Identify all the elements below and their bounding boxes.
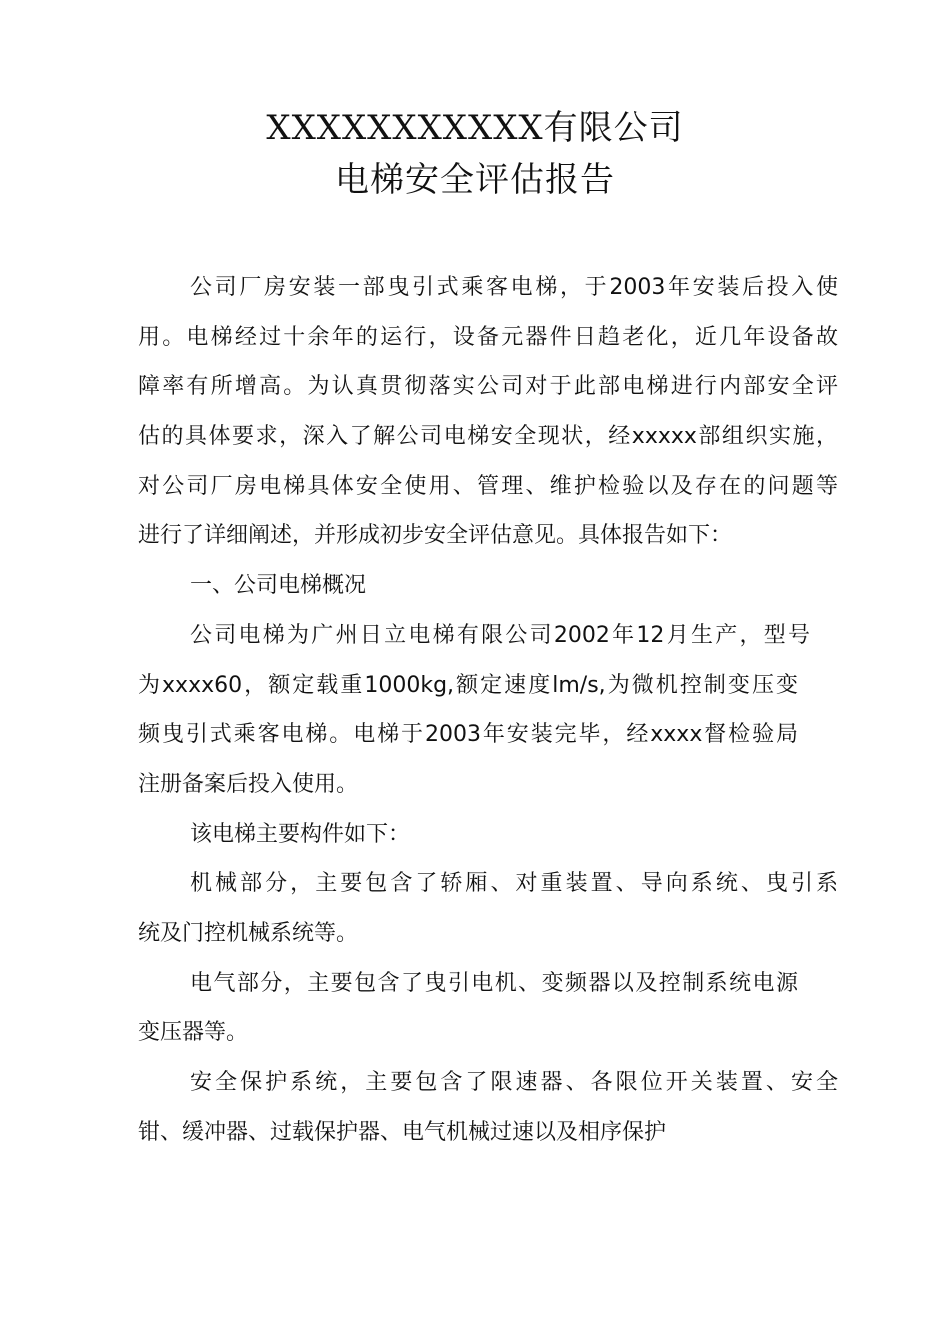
body-line: 用。电梯经过十余年的运行，设备元器件日趋老化，近几年设备故 bbox=[138, 324, 838, 350]
document-title-report: 电梯安全评估报告 bbox=[335, 160, 615, 200]
body-line: 进行了详细阐述，并形成初步安全评估意见。具体报告如下： bbox=[138, 523, 733, 549]
body-line: 公司电梯为广州日立电梯有限公司2002年12月生产，型号 bbox=[190, 622, 810, 648]
document-title-company: XXXXXXXXXXX有限公司 bbox=[266, 108, 684, 148]
body-line: 钳、缓冲器、过载保护器、电气机械过速以及相序保护 bbox=[138, 1119, 667, 1145]
body-line: 安全保护系统，主要包含了限速器、各限位开关装置、安全 bbox=[190, 1070, 838, 1095]
document-body bbox=[138, 263, 838, 1157]
body-line: 频曳引式乘客电梯。电梯于2003年安装完毕，经xxxx督检验局 bbox=[138, 722, 798, 748]
body-line: 公司厂房安装一部曳引式乘客电梯，于2003年安装后投入使 bbox=[190, 275, 838, 300]
section-heading: 一、公司电梯概况 bbox=[190, 573, 367, 599]
body-line: 电气部分，主要包含了曳引电机、变频器以及控制系统电源 bbox=[190, 970, 798, 996]
body-line: 机械部分，主要包含了轿厢、对重装置、导向系统、曳引系 bbox=[190, 871, 838, 897]
body-line: 障率有所增高。为认真贯彻落实公司对于此部电梯进行内部安全评 bbox=[138, 374, 838, 400]
body-line: 注册备案后投入使用。 bbox=[138, 771, 359, 797]
body-line: 该电梯主要构件如下： bbox=[190, 821, 411, 847]
body-line: 估的具体要求，深入了解公司电梯安全现状，经xxxxx部组织实施， bbox=[138, 424, 838, 450]
body-line: 为xxxx60，额定载重1000kg,额定速度lm/s,为微机控制变压变 bbox=[138, 672, 798, 698]
body-line: 统及门控机械系统等。 bbox=[138, 920, 359, 946]
body-line: 对公司厂房电梯具体安全使用、管理、维护检验以及存在的问题等 bbox=[138, 473, 838, 499]
body-line: 变压器等。 bbox=[138, 1020, 249, 1046]
